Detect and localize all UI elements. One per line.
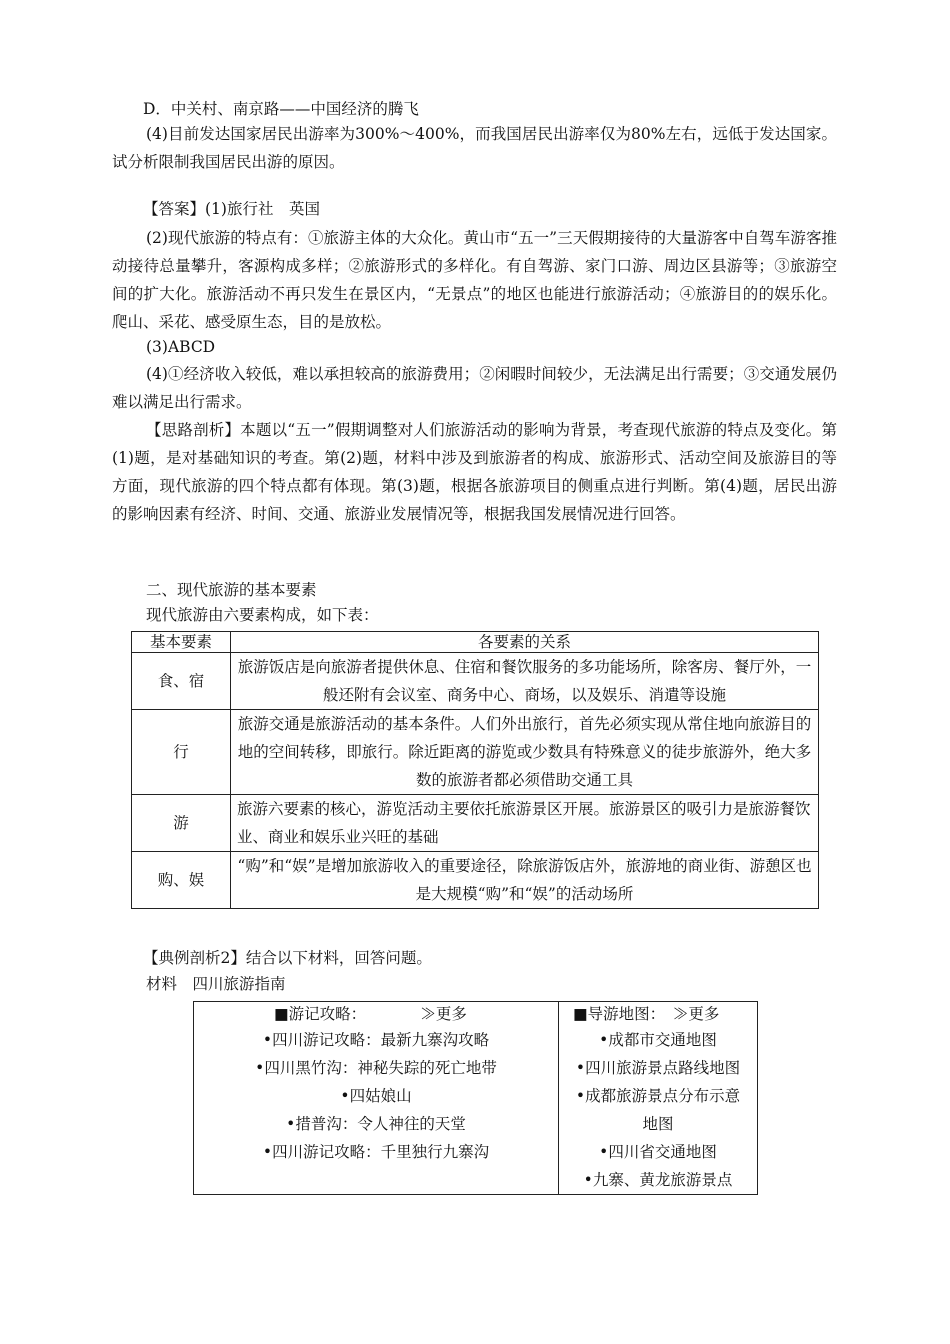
header-cell: 各要素的关系: [231, 632, 819, 653]
list-item[interactable]: •四川游记攻略：千里独行九寨沟: [262, 1143, 490, 1161]
list-item[interactable]: •四姑娘山: [340, 1087, 412, 1105]
maps-cell: [559, 1002, 758, 1195]
element-key: 行: [132, 710, 231, 795]
section-title: 二、现代旅游的基本要素: [146, 581, 317, 599]
list-item[interactable]: •成都旅游景点分布示意地图: [575, 1087, 741, 1133]
section-intro: 现代旅游由六要素构成，如下表：: [146, 606, 379, 624]
guide-table: [193, 1001, 758, 1195]
table-row: [132, 795, 819, 852]
list-item[interactable]: •九寨、黄龙旅游景点: [583, 1171, 733, 1189]
answer-4: (4)①经济收入较低，难以承担较高的旅游费用；②闲暇时间较少，无法满足出行需要；③交通发展仍难以满足出行需求。: [112, 365, 837, 411]
material-title: 材料 四川旅游指南: [146, 975, 286, 993]
example-2: 【典例剖析2】结合以下材料，回答问题。: [143, 949, 432, 967]
list-item[interactable]: •四川黑竹沟：神秘失踪的死亡地带: [255, 1059, 497, 1077]
table-header-row: [132, 632, 819, 653]
element-desc: 旅游饭店是向旅游者提供休息、住宿和餐饮服务的多功能场所，除客房、餐厅外，一般还附有会议室、商务中心、商场，以及娱乐、消遣等设施: [231, 653, 819, 710]
element-key: 游: [132, 795, 231, 852]
travel-notes-header[interactable]: ■游记攻略： ≫更多: [274, 1005, 467, 1023]
element-desc: “购”和“娱”是增加旅游收入的重要途径，除旅游饭店外，旅游地的商业街、游憩区也是大规模“购”和“娱”的活动场所: [231, 852, 819, 909]
answer-2: (2)现代旅游的特点有：①旅游主体的大众化。黄山市“五一”三天假期接待的大量游客中自驾车游客推动接待总量攀升，客源构成多样；②旅游形式的多样化。有自驾游、家门口游、周边区县游等；③旅游空间的扩大化。旅游活动不再只发生在景区内，“无景点”的地区也能进行旅游活动；④旅游目的的娱乐化。爬山、采花、感受原生态，目的是放松。: [112, 229, 837, 331]
list-item[interactable]: •措普沟：令人神往的天堂: [286, 1115, 466, 1133]
header-cell: 基本要素: [132, 632, 231, 653]
option-d: D．中关村、南京路——中国经济的腾飞: [143, 100, 419, 118]
answer-3: (3)ABCD: [146, 338, 216, 356]
list-item[interactable]: •成都市交通地图: [599, 1031, 717, 1049]
element-key: 食、宿: [132, 653, 231, 710]
elements-table: [131, 631, 819, 909]
list-item[interactable]: •四川游记攻略：最新九寨沟攻略: [262, 1031, 490, 1049]
answer-1: 【答案】(1)旅行社 英国: [143, 200, 320, 218]
list-item[interactable]: •四川省交通地图: [599, 1143, 717, 1161]
element-desc: 旅游交通是旅游活动的基本条件。人们外出旅行，首先必须实现从常住地向旅游目的地的空间转移，即旅行。除近距离的游览或少数具有特殊意义的徒步旅游外，绝大多数的旅游者都必须借助交通工具: [231, 710, 819, 795]
question-4: (4)目前发达国家居民出游率为300%～400%，而我国居民出游率仅为80%左右，远低于发达国家。试分析限制我国居民出游的原因。: [112, 125, 837, 171]
table-row: [132, 852, 819, 909]
element-desc: 旅游六要素的核心，游览活动主要依托旅游景区开展。旅游景区的吸引力是旅游餐饮业、商业和娱乐业兴旺的基础: [231, 795, 819, 852]
analysis: 【思路剖析】本题以“五一”假期调整对人们旅游活动的影响为背景，考查现代旅游的特点及变化。第(1)题，是对基础知识的考查。第(2)题，材料中涉及到旅游者的构成、旅游形式、活动空间及旅游目的等方面，现代旅游的四个特点都有体现。第(3)题，根据各旅游项目的侧重点进行判断。第(4)题，居民出游的影响因素有经济、时间、交通、旅游业发展情况等，根据我国发展情况进行回答。: [112, 421, 837, 523]
element-key: 购、娱: [132, 852, 231, 909]
list-item[interactable]: •四川旅游景点路线地图: [575, 1059, 741, 1077]
table-row: [132, 710, 819, 795]
maps-header[interactable]: ■导游地图： ≫更多: [573, 1005, 720, 1023]
travel-notes-cell: [194, 1002, 559, 1195]
table-row: [132, 653, 819, 710]
